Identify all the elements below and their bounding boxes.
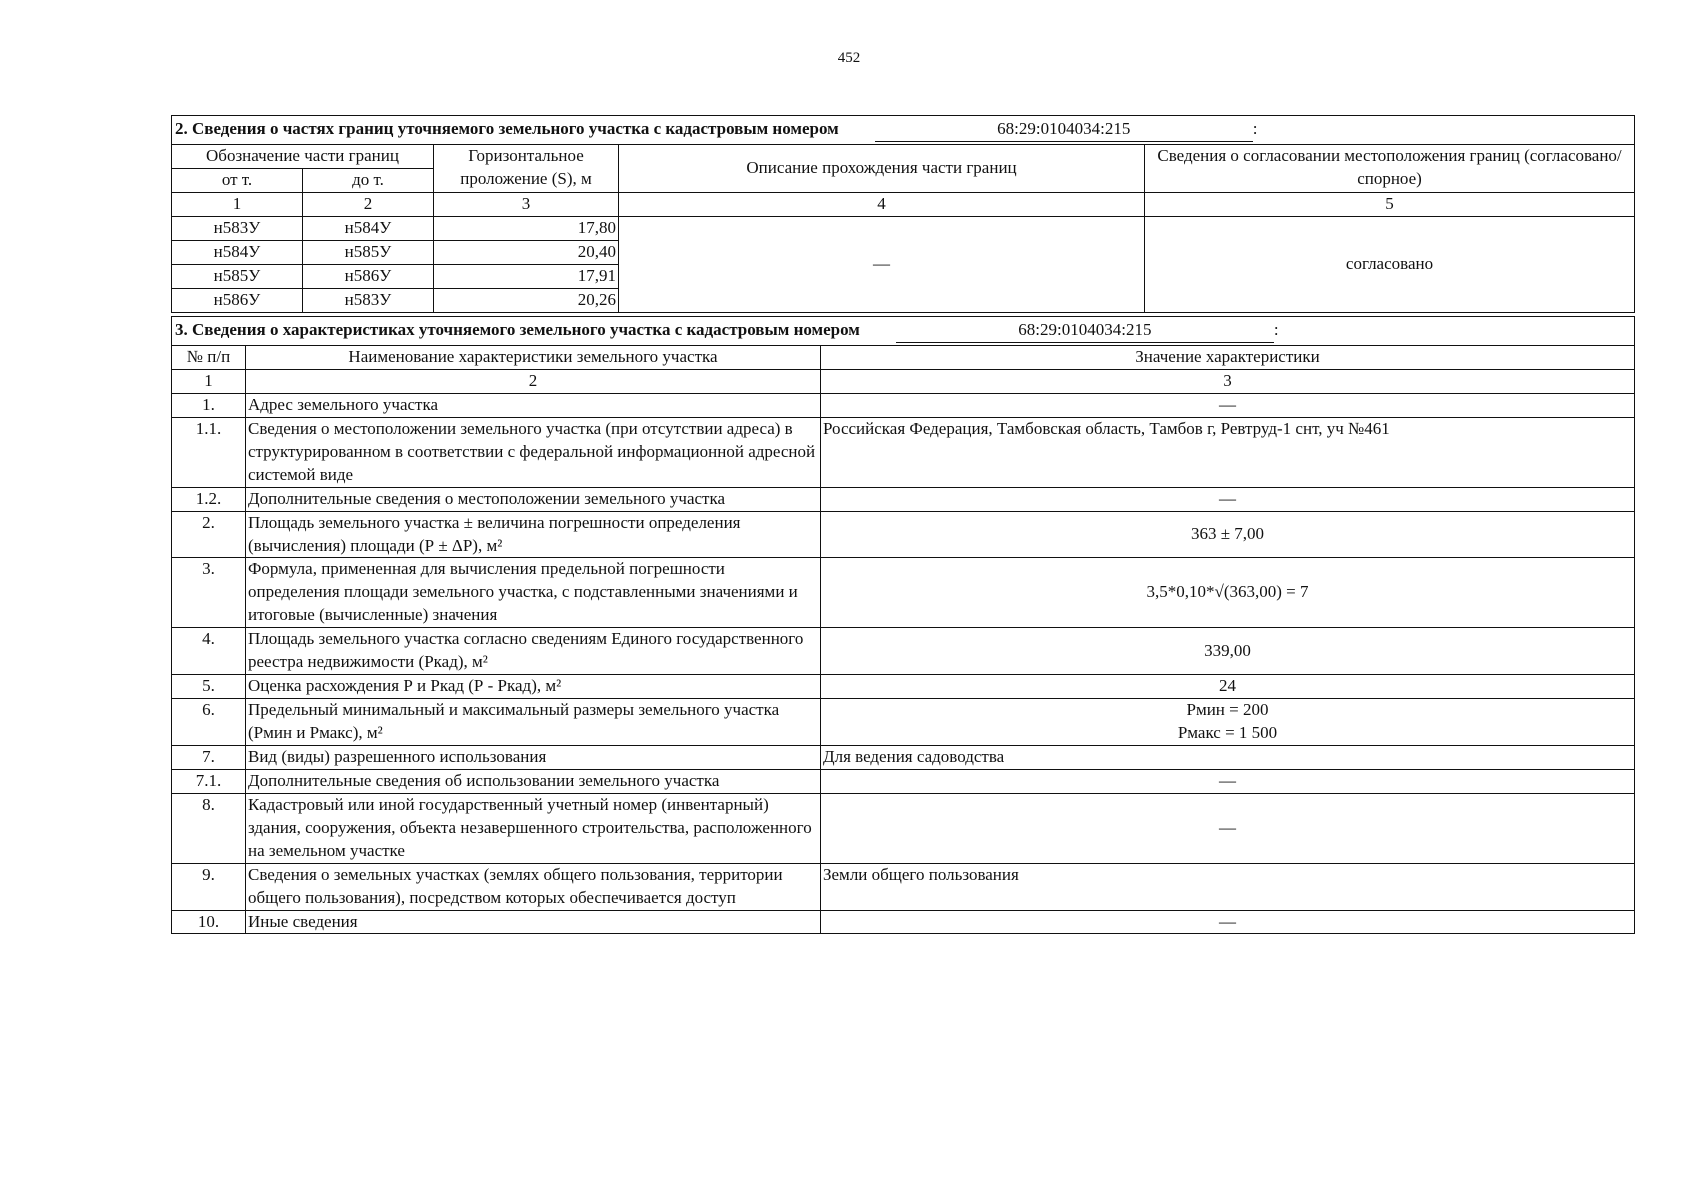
table-row [172, 793, 1635, 863]
header-description: Описание прохождения части границ [619, 145, 1145, 193]
to-point: н585У [303, 240, 434, 264]
description-value: — [619, 216, 1145, 312]
horizontal-distance: 17,80 [434, 216, 619, 240]
header-num: № п/п [172, 346, 246, 370]
max-size-value: Рмакс = 1 500 [1177, 723, 1278, 742]
section2-cadastral-number: 68:29:0104034:215 [875, 118, 1253, 142]
row-num: 7. [172, 745, 246, 769]
col-number: 3 [821, 369, 1635, 393]
characteristic-value: — [821, 793, 1635, 863]
characteristic-name: Вид (виды) разрешенного использования [246, 745, 821, 769]
characteristic-name: Предельный минимальный и максимальный размеры земельного участка (Рмин и Рмакс), м² [246, 699, 821, 746]
horizontal-distance: 20,40 [434, 240, 619, 264]
characteristic-name: Иные сведения [246, 910, 821, 934]
characteristic-value [821, 699, 1635, 746]
characteristic-name: Сведения о земельных участках (землях общего пользования, территории общего пользования), посредством которых обеспечивается доступ [246, 863, 821, 910]
row-num: 3. [172, 558, 246, 628]
characteristic-name: Дополнительные сведения об использовании земельного участка [246, 769, 821, 793]
section3-title: 3. Сведения о характеристиках уточняемого земельного участка с кадастровым номером [175, 320, 860, 340]
section2-table [171, 115, 1635, 313]
col-number: 2 [303, 192, 434, 216]
row-num: 6. [172, 699, 246, 746]
table-row [172, 216, 1635, 240]
to-point: н583У [303, 288, 434, 312]
section2-colon: : [1252, 119, 1258, 139]
col-number: 2 [246, 369, 821, 393]
row-num: 9. [172, 863, 246, 910]
characteristic-name: Кадастровый или иной государственный учетный номер (инвентарный) здания, сооружения, объекта незавершенного строительства, расположенного на земельном участке [246, 793, 821, 863]
characteristic-value: 24 [821, 675, 1635, 699]
row-num: 1.2. [172, 487, 246, 511]
characteristic-name: Площадь земельного участка ± величина погрешности определения (вычисления) площади (Р ± ΔР), м² [246, 511, 821, 558]
from-point: н583У [172, 216, 303, 240]
section3-cadastral-number: 68:29:0104034:215 [896, 319, 1274, 343]
row-num: 7.1. [172, 769, 246, 793]
row-num: 4. [172, 628, 246, 675]
section3-table [171, 316, 1635, 934]
min-size-value: Рмин = 200 [1186, 700, 1269, 720]
characteristic-value: — [821, 393, 1635, 417]
col-number: 1 [172, 192, 303, 216]
section3-header [172, 317, 1635, 346]
header-horizontal: Горизонтальное проложение (S), м [434, 145, 619, 193]
table-row [172, 699, 1635, 746]
table-row [172, 745, 1635, 769]
row-num: 10. [172, 910, 246, 934]
characteristic-value: 3,5*0,10*√(363,00) = 7 [821, 558, 1635, 628]
to-point: н586У [303, 264, 434, 288]
table-row [172, 769, 1635, 793]
table-row [172, 675, 1635, 699]
characteristic-value: Для ведения садоводства [821, 745, 1635, 769]
table-row [172, 511, 1635, 558]
table-row [172, 910, 1635, 934]
table-row [172, 393, 1635, 417]
row-num: 8. [172, 793, 246, 863]
header-agreement: Сведения о согласовании местоположения границ (согласовано/спорное) [1145, 145, 1635, 193]
horizontal-distance: 17,91 [434, 264, 619, 288]
characteristic-value: 339,00 [821, 628, 1635, 675]
horizontal-distance: 20,26 [434, 288, 619, 312]
table-row [172, 417, 1635, 487]
col-number: 4 [619, 192, 1145, 216]
col-number: 3 [434, 192, 619, 216]
header-from-point: от т. [172, 168, 303, 192]
characteristic-value: — [821, 769, 1635, 793]
page-number: 452 [837, 50, 861, 66]
from-point: н586У [172, 288, 303, 312]
section2-header [172, 116, 1635, 145]
row-num: 1.1. [172, 417, 246, 487]
table-row [172, 863, 1635, 910]
header-value: Значение характеристики [821, 346, 1635, 370]
characteristic-name: Дополнительные сведения о местоположении земельного участка [246, 487, 821, 511]
characteristic-name: Адрес земельного участка [246, 393, 821, 417]
section3-colon: : [1273, 320, 1279, 340]
characteristic-name: Сведения о местоположении земельного участка (при отсутствии адреса) в структурированном в соответствии с федеральной информационной адресной системой виде [246, 417, 821, 487]
row-num: 5. [172, 675, 246, 699]
col-number: 5 [1145, 192, 1635, 216]
to-point: н584У [303, 216, 434, 240]
characteristic-value: — [821, 910, 1635, 934]
header-to-point: до т. [303, 168, 434, 192]
section2-title: 2. Сведения о частях границ уточняемого земельного участка с кадастровым номером [175, 119, 839, 139]
characteristic-value: Российская Федерация, Тамбовская область, Тамбов г, Ревтруд-1 снт, уч №461 [821, 417, 1635, 487]
characteristic-value: — [821, 487, 1635, 511]
from-point: н585У [172, 264, 303, 288]
characteristic-name: Оценка расхождения Р и Ркад (Р - Ркад), м² [246, 675, 821, 699]
header-name: Наименование характеристики земельного участка [246, 346, 821, 370]
table-row [172, 487, 1635, 511]
table-row [172, 628, 1635, 675]
header-part-designation: Обозначение части границ [172, 145, 434, 169]
characteristic-name: Площадь земельного участка согласно сведениям Единого государственного реестра недвижимости (Ркад), м² [246, 628, 821, 675]
table-row [172, 558, 1635, 628]
from-point: н584У [172, 240, 303, 264]
characteristic-name: Формула, примененная для вычисления предельной погрешности определения площади земельного участка, с подставленными значениями и итоговые (вычисленные) значения [246, 558, 821, 628]
row-num: 2. [172, 511, 246, 558]
col-number: 1 [172, 369, 246, 393]
characteristic-value: Земли общего пользования [821, 863, 1635, 910]
agreement-value: согласовано [1145, 216, 1635, 312]
characteristic-value: 363 ± 7,00 [821, 511, 1635, 558]
row-num: 1. [172, 393, 246, 417]
